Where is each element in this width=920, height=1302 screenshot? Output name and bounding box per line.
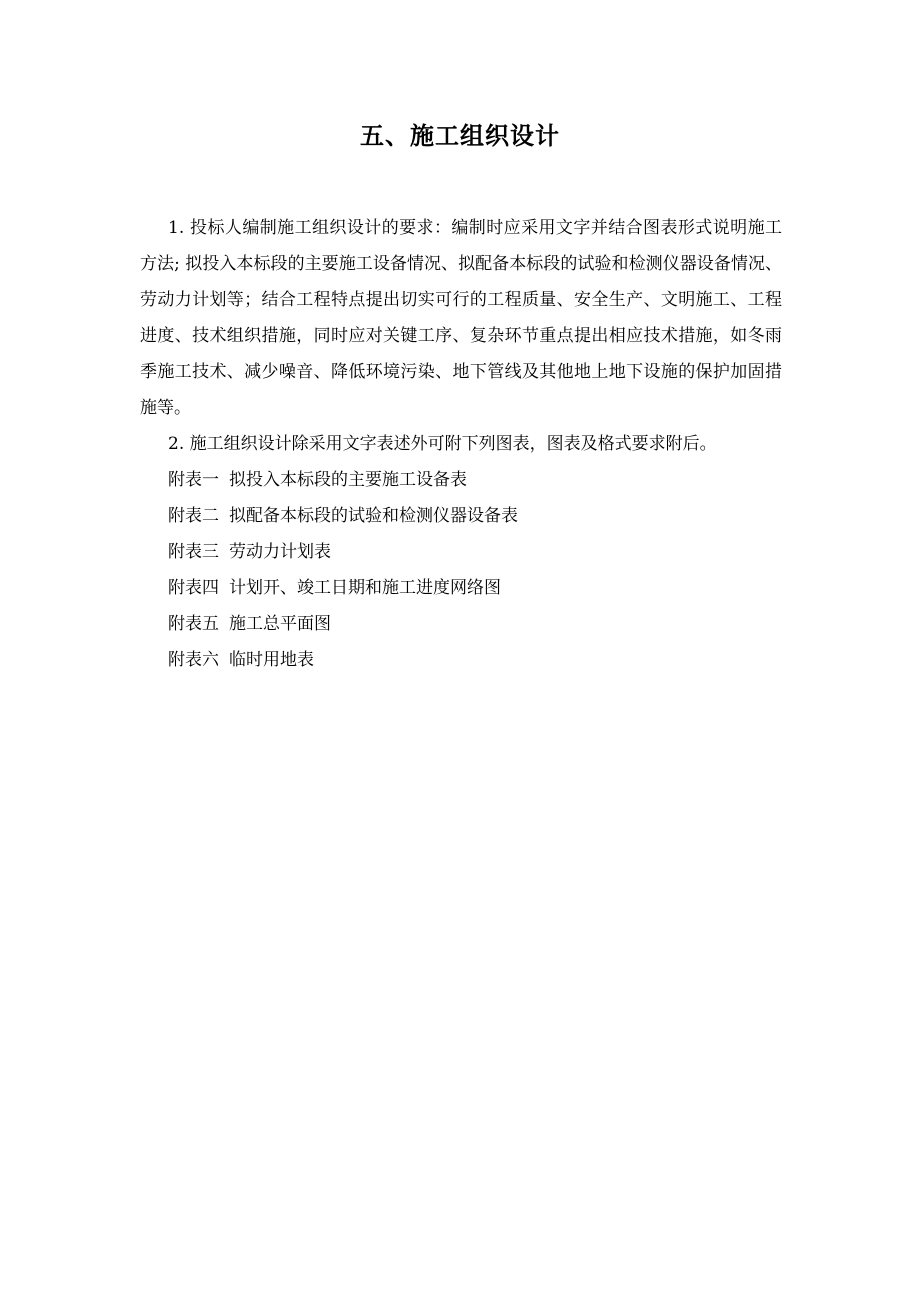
document-body [140, 210, 782, 678]
appendix-label: 附表四 [168, 578, 219, 598]
list-item [140, 642, 782, 678]
list-item [140, 606, 782, 642]
appendix-title: 劳动力计划表 [229, 542, 331, 562]
appendix-label: 附表五 [168, 614, 219, 634]
list-item [140, 498, 782, 534]
page-title: 五、施工组织设计 [360, 121, 560, 150]
appendix-title: 施工总平面图 [229, 614, 331, 634]
appendix-title: 临时用地表 [229, 650, 314, 670]
list-item [140, 462, 782, 498]
appendix-title: 计划开、竣工日期和施工进度网络图 [229, 578, 501, 598]
list-item [140, 534, 782, 570]
appendix-label: 附表二 [168, 506, 219, 526]
paragraph-requirements: 1. 投标人编制施工组织设计的要求：编制时应采用文字并结合图表形式说明施工方法; 拟投入本标段的主要施工设备情况、拟配备本标段的试验和检测仪器设备情况、劳动力计划等；结合工程特点提出切实可行的工程质量、安全生产、文明施工、工程进度、技术组织措施，同时应对关键工序、复杂环节重点提出相应技术措施，如冬雨季施工技术、减少噪音、降低环境污染、地下管线及其他地上地下设施的保护加固措施等。 [140, 218, 782, 418]
appendix-title: 拟配备本标段的试验和检测仪器设备表 [229, 506, 518, 526]
appendix-title: 拟投入本标段的主要施工设备表 [229, 470, 467, 490]
appendix-label: 附表六 [168, 650, 219, 670]
paragraph-appendix-intro: 2. 施工组织设计除采用文字表述外可附下列图表，图表及格式要求附后。 [168, 434, 717, 454]
appendix-list [140, 462, 782, 678]
appendix-label: 附表一 [168, 470, 219, 490]
list-item [140, 570, 782, 606]
appendix-label: 附表三 [168, 542, 219, 562]
